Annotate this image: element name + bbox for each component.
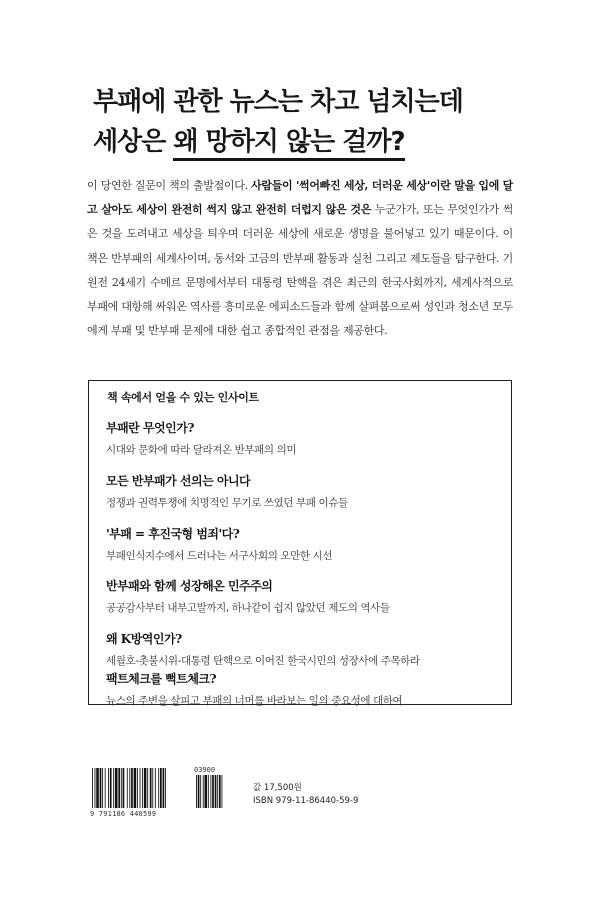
title-line-2-underlined: 왜 망하지 않는 걸까? [173, 127, 404, 161]
barcode-addon-bar [208, 775, 209, 808]
barcode-bar [165, 768, 166, 808]
insight-title: 반부패와 함께 성장해온 민주주의 [106, 579, 273, 593]
barcode-bar [137, 768, 138, 808]
barcode-bar [115, 768, 118, 808]
barcode-bar [105, 768, 106, 808]
barcode-bar [147, 768, 148, 808]
insight-subtitle: 뉴스의 주변을 살피고 부패의 너머를 바라보는 일의 중요성에 대하여 [106, 695, 403, 707]
barcode-bar [142, 768, 143, 808]
barcode-bar [92, 768, 93, 808]
insights-heading: 책 속에서 얻을 수 있는 인사이트 [107, 391, 259, 404]
isbn-label: ISBN 979-11-86440-59-9 [253, 796, 359, 806]
barcode-bar [95, 768, 96, 808]
insight-subtitle: 정쟁과 권력투쟁에 치명적인 무기로 쓰였던 부패 이슈들 [106, 497, 348, 509]
barcode-addon-bar [205, 775, 208, 808]
barcode-bar [113, 768, 114, 808]
barcode-addon-bar [203, 775, 204, 808]
barcode-bar [131, 768, 133, 808]
barcode-bar [110, 768, 112, 808]
description-bold: 사람들이 '썩어빠진 세상, 더러운 세상'이란 말을 입에 달고 살아도 세상이 완전히 썩지 않고 완전히 더럽지 않은 것은 [87, 179, 513, 217]
barcode-bar [158, 768, 159, 808]
insight-subtitle: 공공감사부터 내부고발까지, 하나같이 쉽지 않았던 제도의 역사들 [106, 602, 390, 614]
insight-item [106, 419, 496, 457]
barcode-bar [123, 768, 125, 808]
barcode-bar [160, 768, 162, 808]
insight-title: 모든 반부패가 선의는 아니다 [106, 474, 251, 488]
insight-item [106, 577, 496, 615]
barcode-addon-bar [217, 775, 218, 808]
insight-item [106, 630, 496, 668]
barcode-addon-bar [219, 775, 221, 808]
title-line-2 [93, 122, 533, 162]
insight-item [106, 472, 496, 510]
insight-item [106, 525, 496, 563]
insights-box [88, 380, 512, 705]
barcode-bar [102, 768, 103, 808]
barcode-bar [150, 768, 152, 808]
barcode-bar [127, 768, 128, 808]
title-line-2-prefix: 세상은 [93, 127, 174, 157]
insight-subtitle: 시대와 문화에 따라 달라져온 반부패의 의미 [106, 444, 297, 456]
insight-title: 왜 K방역인가? [106, 632, 182, 646]
title-line-1: 부패에 관한 뉴스는 차고 넘치는데 [93, 87, 463, 117]
barcode-addon-bar [200, 775, 201, 808]
insight-title: '부패 = 후진국형 범죄'다? [106, 527, 240, 541]
barcode-addon-bar [196, 775, 197, 808]
barcode-bar [144, 768, 147, 808]
insight-subtitle: 세월호-촛불시위-대통령 탄핵으로 이어진 한국시민의 성장사에 주목하라 [106, 655, 420, 667]
barcode-bar [155, 768, 156, 808]
barcode-bar [140, 768, 141, 808]
barcode-addon-number: 03900 [194, 766, 216, 774]
barcode-bars-graphic [90, 766, 241, 812]
barcode-bar [163, 768, 165, 808]
isbn-barcode [90, 766, 241, 820]
description-part-3: 누군가가, 또는 무엇인가가 썩은 것을 도려내고 세상을 틔우며 더러운 세상에 새로운 생명을 불어넣고 있기 때문이다. 이 책은 반부패의 세계사이며, 동서와 고금의 반부패 활동과 실천 그리고 제도들을 탐구한다. 기원전 24세기 수메르 문명에서부터 대통령 탄핵을 겪은 최근의 한국사회까지, 세계사적으로 부패에 대항해 싸워온 역사를 흥미로운 에피소드들과 함께 살펴봄으로써 성인과 청소년 모두에게 부패 및 반부패 문제에 대한 쉽고 종합적인 관점을 제공한다. [87, 203, 513, 338]
barcode-bar [100, 768, 102, 808]
barcode-addon-bar [198, 775, 200, 808]
barcode-bar [152, 768, 153, 808]
book-description [87, 174, 513, 343]
barcode-bar [129, 768, 130, 808]
barcode-addon-bar [212, 775, 214, 808]
barcode-bar [121, 768, 122, 808]
price-label: 값 17,500원 [253, 783, 302, 793]
barcode-addon-bar [222, 775, 223, 808]
barcode-bar [134, 768, 137, 808]
barcode-addon-bar [210, 775, 211, 808]
description-part-1: 이 당연한 질문이 책의 출발점이다. [87, 179, 252, 192]
insight-item [106, 670, 496, 708]
insight-subtitle: 부패인식지수에서 드러나는 서구사회의 오만한 시선 [106, 550, 333, 562]
barcode-digits: 9 791186 440599 [90, 810, 157, 818]
back-cover-title [93, 82, 533, 162]
barcode-addon-bar [215, 775, 217, 808]
barcode-bar [96, 768, 99, 808]
barcode-bar [118, 768, 120, 808]
insight-title: 부패란 무엇인가? [106, 421, 194, 435]
barcode-bar [108, 768, 109, 808]
insight-title: 팩트체크를 뻑트체크? [106, 672, 217, 686]
